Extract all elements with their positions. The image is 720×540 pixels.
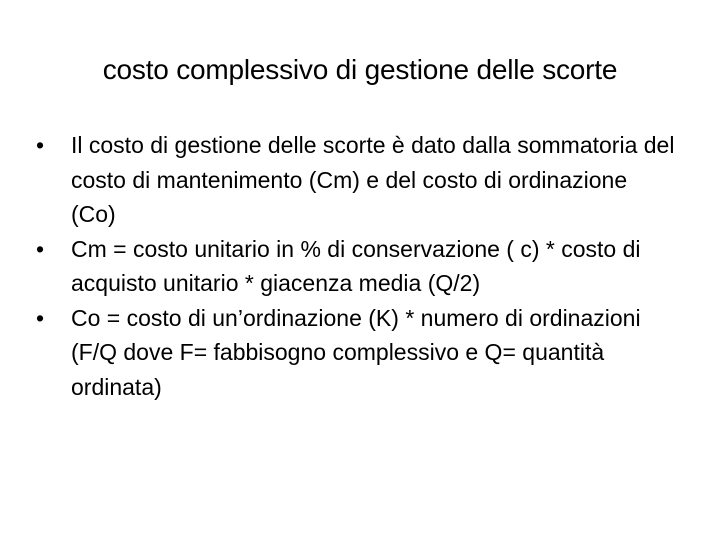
bullet-text: Il costo di gestione delle scorte è dato dalla sommatoria del costo di mantenimento (Cm) e del costo di ordinazione (Co) xyxy=(71,132,675,227)
bullet-item-3 xyxy=(36,301,676,405)
slide-title: costo complessivo di gestione delle scorte xyxy=(102,54,618,85)
bullet-icon: • xyxy=(36,304,45,331)
bullet-item-1 xyxy=(36,128,676,232)
bullet-text: Cm = costo unitario in % di conservazione ( c) * costo di acquisto unitario * giacenza media (Q/2) xyxy=(71,235,641,296)
bullet-icon: • xyxy=(36,132,45,158)
bullet-list xyxy=(36,128,676,404)
bullet-icon: • xyxy=(36,235,45,262)
bullet-item-2 xyxy=(36,232,676,301)
bullet-text: Co = costo di un’ordinazione (K) * numero di ordinazioni (F/Q dove F= fabbisogno complessivo e Q= quantità ordinata) xyxy=(71,304,641,400)
